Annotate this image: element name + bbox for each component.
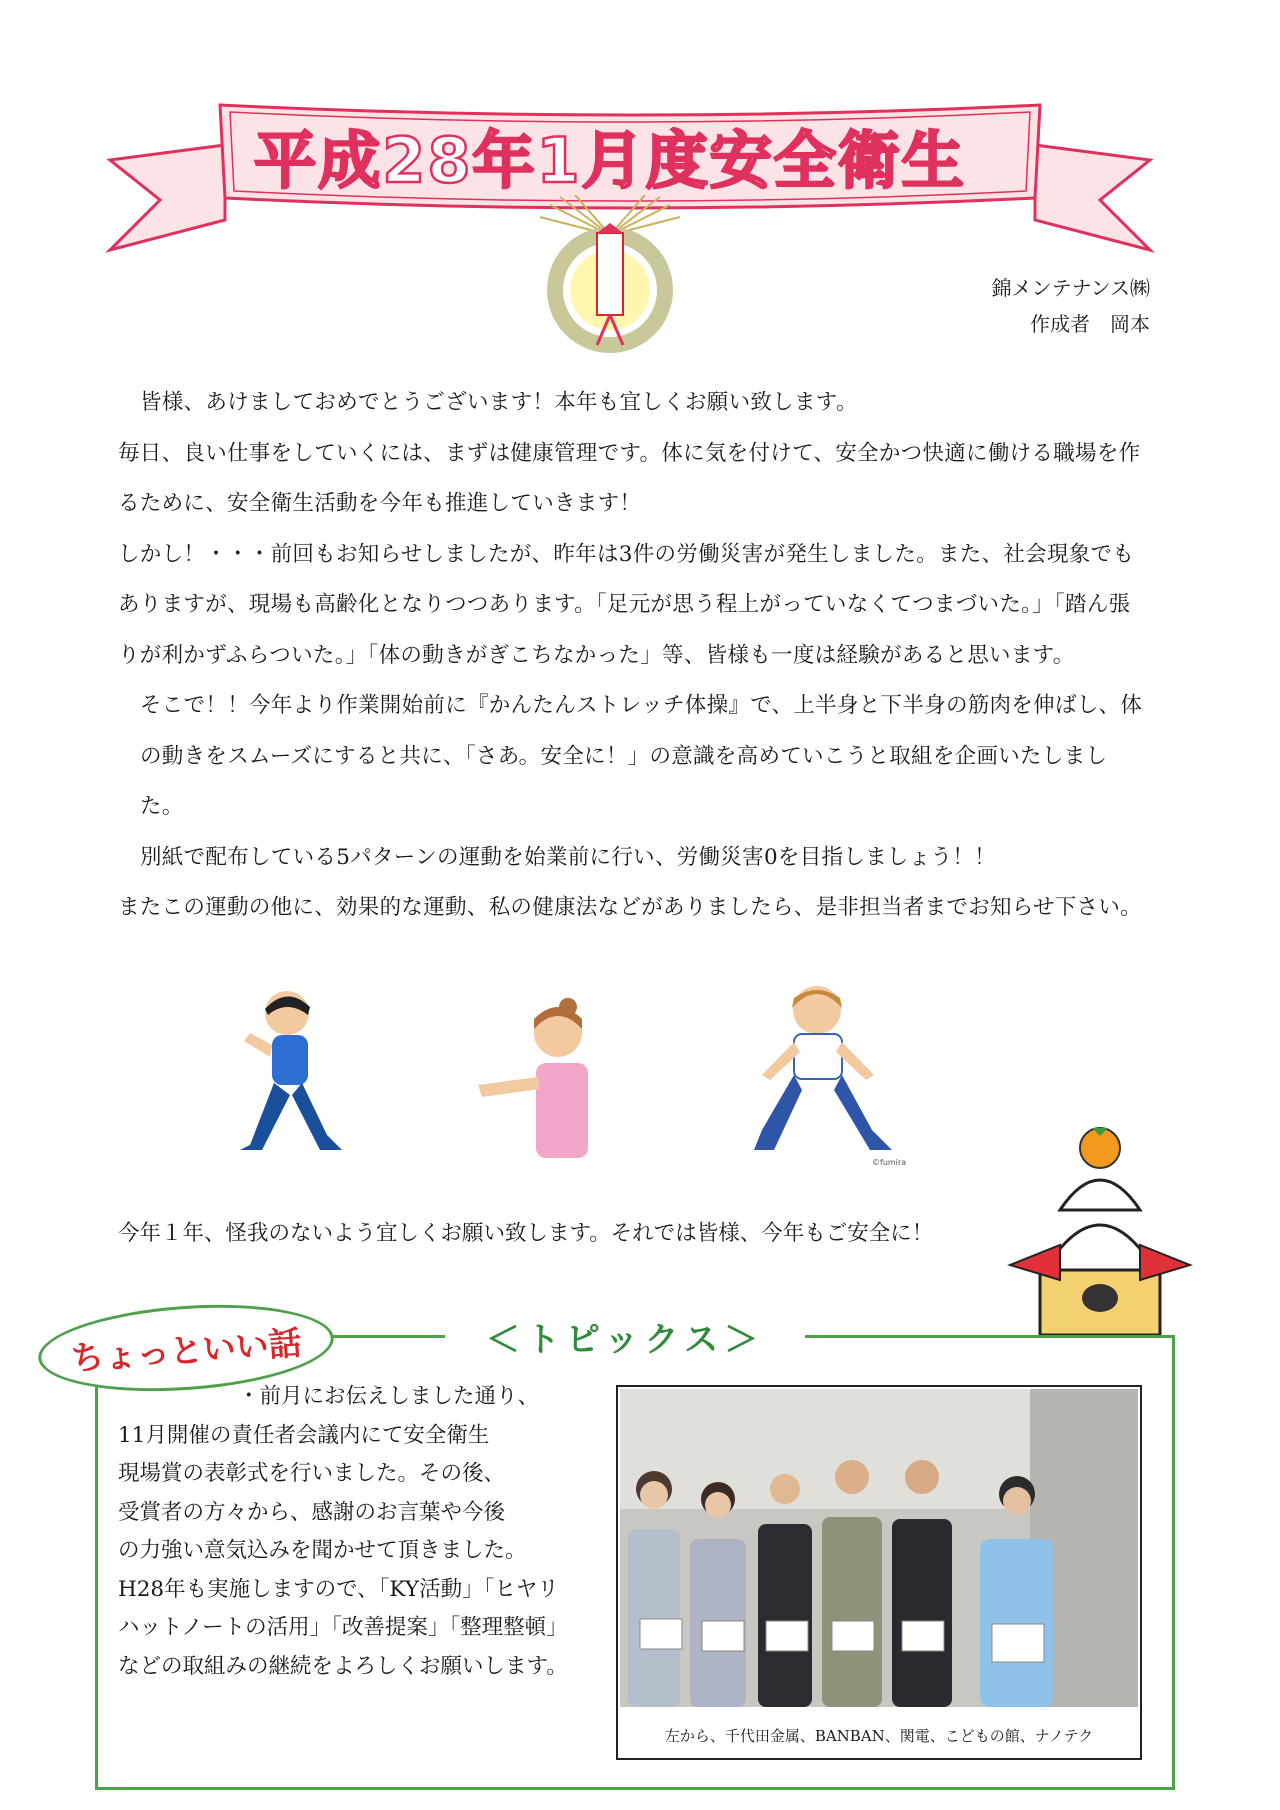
paragraph-stretch: そこで！！今年より作業開始前に『かんたんストレッチ体操』で、上半身と下半身の筋肉を伸ばし、体の動きをスムーズにすると共に、「さあ。安全に！」の意識を高めていこうと取組を企画いたしました。 — [140, 693, 1143, 819]
body-text — [118, 378, 1148, 934]
stretching-woman-illustration — [478, 985, 608, 1165]
paragraph-request: またこの運動の他に、効果的な運動、私の健康法などがありましたら、是非担当者までお知らせ下さい。 — [118, 895, 1142, 920]
topics-line: 11月開催の責任者会議内にて安全衛生 — [118, 1422, 490, 1448]
stretching-man-illustration — [232, 985, 352, 1170]
topics-line: ・前月にお伝えしました通り、 — [238, 1384, 540, 1409]
award-group-photo — [620, 1389, 1138, 1707]
squatting-boy-illustration — [732, 980, 912, 1170]
topics-line: 現場賞の表彰式を行いました。その後、 — [118, 1461, 506, 1486]
author-block — [850, 270, 1150, 342]
shimenawa-wreath-icon — [535, 195, 685, 360]
author-name: 作成者 岡本 — [1030, 312, 1150, 336]
topics-line: H28年も実施しますので、「KY活動」「ヒヤリ — [118, 1576, 559, 1602]
company-name: 錦メンテナンス㈱ — [991, 276, 1150, 300]
closing-text: 今年１年、怪我のないよう宜しくお願い致します。それでは皆様、今年もご安全に！ — [118, 1221, 934, 1246]
topics-title: ＜トピックス＞ — [485, 1320, 765, 1360]
photo-caption: 左から、千代田金属、BANBAN、関電、こどもの館、ナノテク — [664, 1726, 1094, 1745]
topics-text — [118, 1378, 598, 1686]
paragraph-health: 毎日、良い仕事をしていくには、まずは健康管理です。体に気を付けて、安全かつ快適に働ける職場を作るために、安全衛生活動を今年も推進していきます！ — [118, 440, 1141, 516]
page-title: 平成28年1月度安全衛生 — [254, 123, 966, 197]
topics-line: の力強い意気込みを聞かせて頂きました。 — [118, 1538, 527, 1563]
topics-line: などの取組みの継続をよろしくお願いします。 — [118, 1653, 568, 1679]
topics-line: 受賞者の方々から、感謝のお言葉や今後 — [118, 1499, 506, 1525]
paragraph-accidents: しかし！・・・前回もお知らせしましたが、昨年は3件の労働災害が発生しました。また、社会現象でもありますが、現場も高齢化となりつつあります。「足元が思う程上がっていなくてつまづいた。」「踏ん張りが利かずふらついた。」「体の動きがぎこちなかった」等、皆様も一度は経験があると思います。 — [118, 541, 1135, 668]
illustration-credit: ©fumira — [872, 1158, 907, 1167]
topics-line: ハットノートの活用」「改善提案」「整理整頓」 — [118, 1615, 568, 1640]
paragraph-greeting: 皆様、あけましておめでとうございます！本年も宜しくお願い致します。 — [140, 390, 858, 415]
good-news-badge: ちょっといい話 — [35, 1296, 336, 1400]
topics-divider-right — [805, 1335, 1175, 1338]
paragraph-goal: 別紙で配布している5パターンの運動を始業前に行い、労働災害0を目指しましょう！！ — [140, 844, 996, 870]
